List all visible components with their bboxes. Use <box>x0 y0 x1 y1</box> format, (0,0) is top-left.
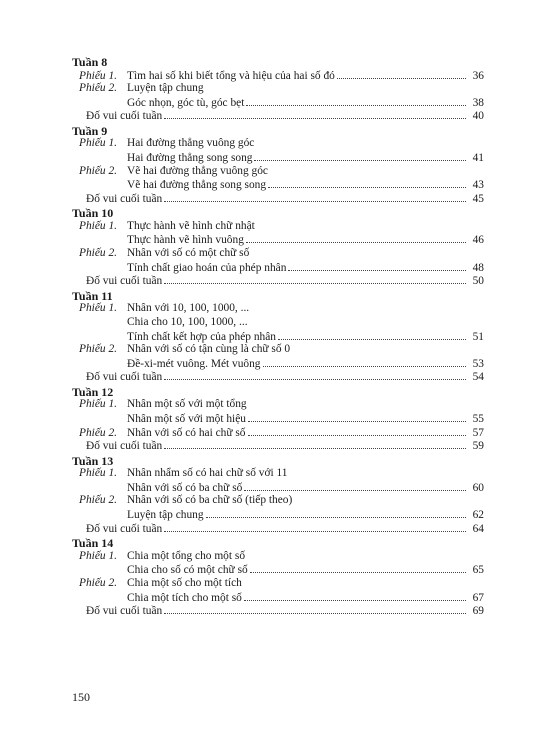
entry-page-number: 40 <box>472 110 484 123</box>
worksheet-entry <box>72 69 484 83</box>
worksheet-entry <box>72 220 484 234</box>
worksheet-entry <box>72 343 484 357</box>
dot-leader <box>244 591 466 601</box>
entry-title: Đố vui cuối tuần <box>86 110 163 123</box>
entry-title: Nhân một số với một hiệu <box>127 412 246 425</box>
entry-page-number: 67 <box>472 591 484 604</box>
entry-continuation <box>72 233 484 247</box>
dot-leader <box>248 412 466 422</box>
week-heading: Tuần 9 <box>72 123 108 138</box>
entry-continuation <box>72 563 484 577</box>
entry-title: Góc nhọn, góc tù, góc bẹt <box>127 96 245 109</box>
entry-title: Nhân với số có ba chữ số (tiếp theo) <box>127 494 293 507</box>
entry-continuation <box>72 591 484 605</box>
entry-page-number: 59 <box>472 440 484 453</box>
entry-title: Hai đường thẳng vuông góc <box>127 137 255 150</box>
entry-page-number: 69 <box>472 605 484 618</box>
entry-continuation <box>72 261 484 275</box>
worksheet-entry <box>72 494 484 508</box>
entry-title: Tính chất kết hợp của phép nhân <box>127 330 276 343</box>
entry-continuation <box>72 96 484 110</box>
worksheet-label: Phiếu 1. <box>79 69 117 82</box>
entry-title: Đố vui cuối tuần <box>86 605 163 618</box>
entry-title: Nhân với số có hai chữ số <box>127 426 246 439</box>
entry-page-number: 45 <box>472 192 484 205</box>
dot-leader <box>250 563 466 573</box>
dot-leader <box>337 69 466 79</box>
entry-title: Đố vui cuối tuần <box>86 275 163 288</box>
entry-title: Tìm hai số khi biết tổng và hiệu của hai số đó <box>127 69 335 82</box>
table-of-contents <box>72 54 484 618</box>
entry-continuation <box>72 508 484 522</box>
weekend-quiz-entry <box>72 370 484 384</box>
entry-page-number: 53 <box>472 357 484 370</box>
entry-continuation <box>72 316 484 330</box>
entry-continuation <box>72 357 484 371</box>
worksheet-entry <box>72 467 484 481</box>
entry-page-number: 55 <box>472 412 484 425</box>
weekend-quiz-entry <box>72 274 484 288</box>
dot-leader <box>268 178 466 188</box>
dot-leader <box>246 96 466 106</box>
entry-title: Đề-xi-mét vuông. Mét vuông <box>127 357 261 370</box>
worksheet-label: Phiếu 2. <box>79 343 117 356</box>
entry-title: Vẽ hai đường thẳng vuông góc <box>127 164 268 177</box>
worksheet-entry <box>72 426 484 440</box>
dot-leader <box>263 357 466 367</box>
entry-title: Nhân với 10, 100, 1000, ... <box>127 302 250 315</box>
dot-leader <box>164 522 466 532</box>
entry-page-number: 50 <box>472 275 484 288</box>
entry-title: Luyện tập chung <box>127 82 204 95</box>
dot-leader <box>288 261 466 271</box>
entry-title: Chia cho số có một chữ số <box>127 564 248 577</box>
entry-page-number: 36 <box>472 69 484 82</box>
entry-title: Nhân với số có tận cùng là chữ số 0 <box>127 343 291 356</box>
worksheet-label: Phiếu 2. <box>79 82 117 95</box>
entry-page-number: 51 <box>472 330 484 343</box>
entry-title: Chia một số cho một tích <box>127 576 242 589</box>
dot-leader <box>164 109 466 119</box>
entry-title: Đố vui cuối tuần <box>86 371 163 384</box>
entry-continuation <box>72 330 484 344</box>
worksheet-entry <box>72 137 484 151</box>
worksheet-label: Phiếu 1. <box>79 137 117 150</box>
page-number: 150 <box>72 690 90 704</box>
weekend-quiz-entry <box>72 522 484 536</box>
weekend-quiz-entry <box>72 604 484 618</box>
dot-leader <box>206 508 466 518</box>
entry-title: Nhân nhẩm số có hai chữ số với 11 <box>127 467 288 480</box>
entry-page-number: 38 <box>472 96 484 109</box>
entry-page-number: 64 <box>472 522 484 535</box>
entry-title: Vẽ hai đường thẳng song song <box>127 179 267 192</box>
dot-leader <box>164 604 466 614</box>
worksheet-entry <box>72 577 484 591</box>
week-heading: Tuần 11 <box>72 288 113 303</box>
entry-title: Thực hành vẽ hình chữ nhật <box>127 219 255 232</box>
weekend-quiz-entry <box>72 192 484 206</box>
entry-page-number: 41 <box>472 151 484 164</box>
entry-title: Nhân với số có ba chữ số <box>127 481 243 494</box>
entry-title: Tính chất giao hoán của phép nhân <box>127 261 287 274</box>
worksheet-label: Phiếu 1. <box>79 549 117 562</box>
week-heading: Tuần 10 <box>72 206 114 221</box>
worksheet-label: Phiếu 2. <box>79 164 117 177</box>
entry-title: Đố vui cuối tuần <box>86 440 163 453</box>
entry-title: Luyện tập chung <box>127 509 204 522</box>
entry-continuation <box>72 412 484 426</box>
worksheet-entry <box>72 398 484 412</box>
entry-title: Chia cho 10, 100, 1000, ... <box>127 315 248 328</box>
entry-continuation <box>72 151 484 165</box>
dot-leader <box>244 481 466 491</box>
entry-title: Đố vui cuối tuần <box>86 522 163 535</box>
worksheet-entry <box>72 82 484 96</box>
entry-page-number: 54 <box>472 371 484 384</box>
dot-leader <box>246 233 466 243</box>
entry-page-number: 60 <box>472 481 484 494</box>
entry-title: Nhân với số có một chữ số <box>127 247 250 260</box>
worksheet-label: Phiếu 1. <box>79 219 117 232</box>
entry-page-number: 62 <box>472 509 484 522</box>
entry-page-number: 43 <box>472 179 484 192</box>
worksheet-label: Phiếu 2. <box>79 426 117 439</box>
week-heading: Tuần 8 <box>72 55 108 69</box>
entry-title: Chia một tích cho một số <box>127 591 242 604</box>
dot-leader <box>164 439 466 449</box>
worksheet-entry <box>72 247 484 261</box>
week-heading: Tuần 12 <box>72 384 114 399</box>
worksheet-label: Phiếu 2. <box>79 247 117 260</box>
entry-page-number: 65 <box>472 564 484 577</box>
entry-continuation <box>72 178 484 192</box>
entry-page-number: 46 <box>472 234 484 247</box>
week-heading: Tuần 13 <box>72 453 114 468</box>
entry-page-number: 48 <box>472 261 484 274</box>
weekend-quiz-entry <box>72 109 484 123</box>
entry-title: Thực hành vẽ hình vuông <box>127 234 244 247</box>
week-heading: Tuần 14 <box>72 536 114 551</box>
worksheet-label: Phiếu 1. <box>79 398 117 411</box>
dot-leader <box>278 330 466 340</box>
dot-leader <box>248 426 467 436</box>
worksheet-entry <box>72 302 484 316</box>
dot-leader <box>254 151 466 161</box>
worksheet-entry <box>72 165 484 179</box>
worksheet-label: Phiếu 2. <box>79 576 117 589</box>
weekend-quiz-entry <box>72 439 484 453</box>
entry-page-number: 57 <box>472 426 484 439</box>
entry-title: Chia một tổng cho một số <box>127 549 246 562</box>
worksheet-label: Phiếu 1. <box>79 467 117 480</box>
dot-leader <box>164 274 466 284</box>
entry-title: Đố vui cuối tuần <box>86 192 163 205</box>
worksheet-entry <box>72 550 484 564</box>
worksheet-label: Phiếu 1. <box>79 302 117 315</box>
entry-title: Hai đường thẳng song song <box>127 151 253 164</box>
worksheet-label: Phiếu 2. <box>79 494 117 507</box>
entry-continuation <box>72 481 484 495</box>
dot-leader <box>164 370 466 380</box>
entry-title: Nhân một số với một tổng <box>127 398 247 411</box>
dot-leader <box>164 192 466 202</box>
